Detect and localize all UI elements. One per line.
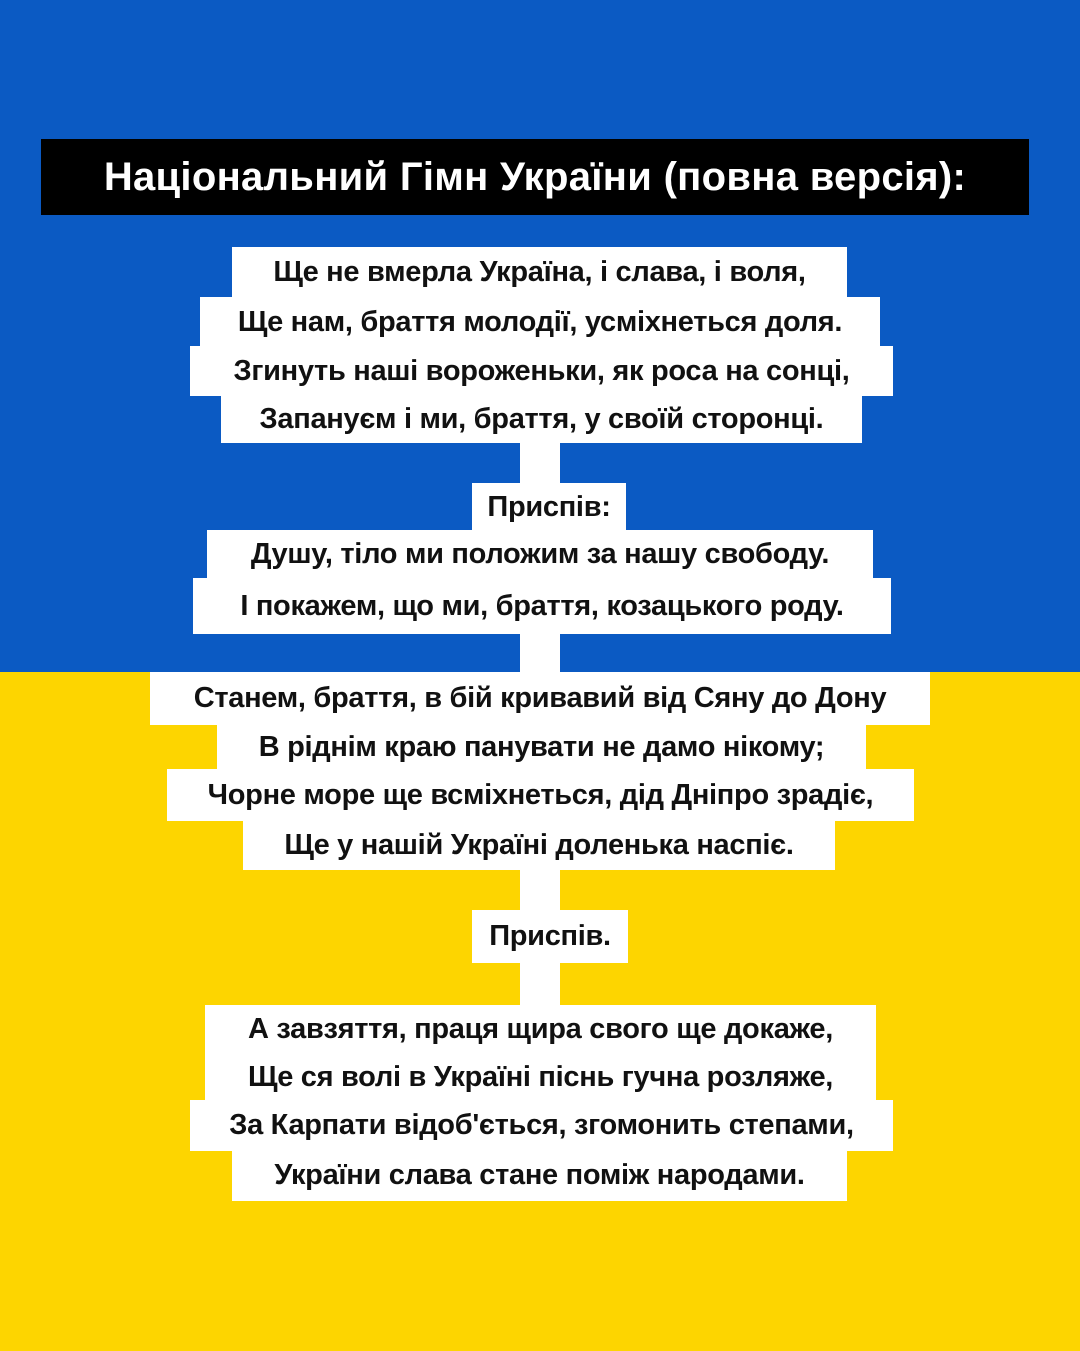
connector-spine: [520, 866, 560, 914]
verse2-line: [217, 724, 866, 770]
chorus-label: [472, 483, 626, 531]
lyric-text: В ріднім краю панувати не дамо нікому;: [258, 730, 825, 763]
verse3-line: [205, 1005, 876, 1054]
lyric-text: І покажем, що ми, браття, козацького роду.: [240, 589, 844, 622]
title-banner: [41, 139, 1029, 215]
connector-spine: [520, 630, 560, 675]
lyric-text: Станем, браття, в бій кривавий від Сяну до Дону: [193, 682, 887, 714]
lyric-text: Ще у нашій Україні доленька наспіє.: [284, 828, 794, 861]
chorus-label-text: Приспів:: [487, 490, 611, 523]
verse1-line: [200, 297, 880, 347]
chorus-line: [207, 530, 873, 579]
verse1-line: [232, 247, 847, 298]
verse3-line: [232, 1150, 847, 1201]
lyric-text: Ще не вмерла Україна, і слава, і воля,: [273, 256, 806, 288]
verse3-line: [190, 1100, 893, 1151]
verse1-line: [190, 346, 893, 396]
page-title: Національний Гімн України (повна версія):: [103, 154, 967, 199]
verse2-line: [243, 820, 835, 870]
lyric-text: А завзяття, праця щира свого ще докаже,: [248, 1013, 833, 1045]
lyric-text: України слава стане поміж народами.: [274, 1159, 805, 1191]
lyric-text: Запануєм і ми, браття, у своїй сторонці.: [259, 402, 824, 435]
lyric-text: Ще нам, браття молодії, усміхнеться доля.: [237, 305, 843, 338]
verse2-line: [167, 769, 914, 821]
connector-spine: [520, 960, 560, 1008]
verse1-line: [221, 395, 862, 443]
lyric-text: Згинуть наші вороженьки, як роса на сонці,: [233, 354, 850, 387]
lyric-text: Ще ся волі в Україні піснь гучна розляже,: [247, 1060, 834, 1093]
chorus-line: [193, 578, 891, 634]
chorus-label-text: Приспів.: [489, 920, 611, 952]
verse2-line: [150, 672, 930, 725]
lyric-text: Душу, тіло ми положим за нашу свободу.: [250, 538, 830, 570]
lyric-text: За Карпати відоб'ється, згомонить степами,: [229, 1109, 854, 1141]
verse3-line: [205, 1053, 876, 1101]
lyric-text: Чорне море ще всміхнеться, дід Дніпро зрадіє,: [207, 778, 874, 811]
chorus-repeat-label: [472, 910, 628, 963]
